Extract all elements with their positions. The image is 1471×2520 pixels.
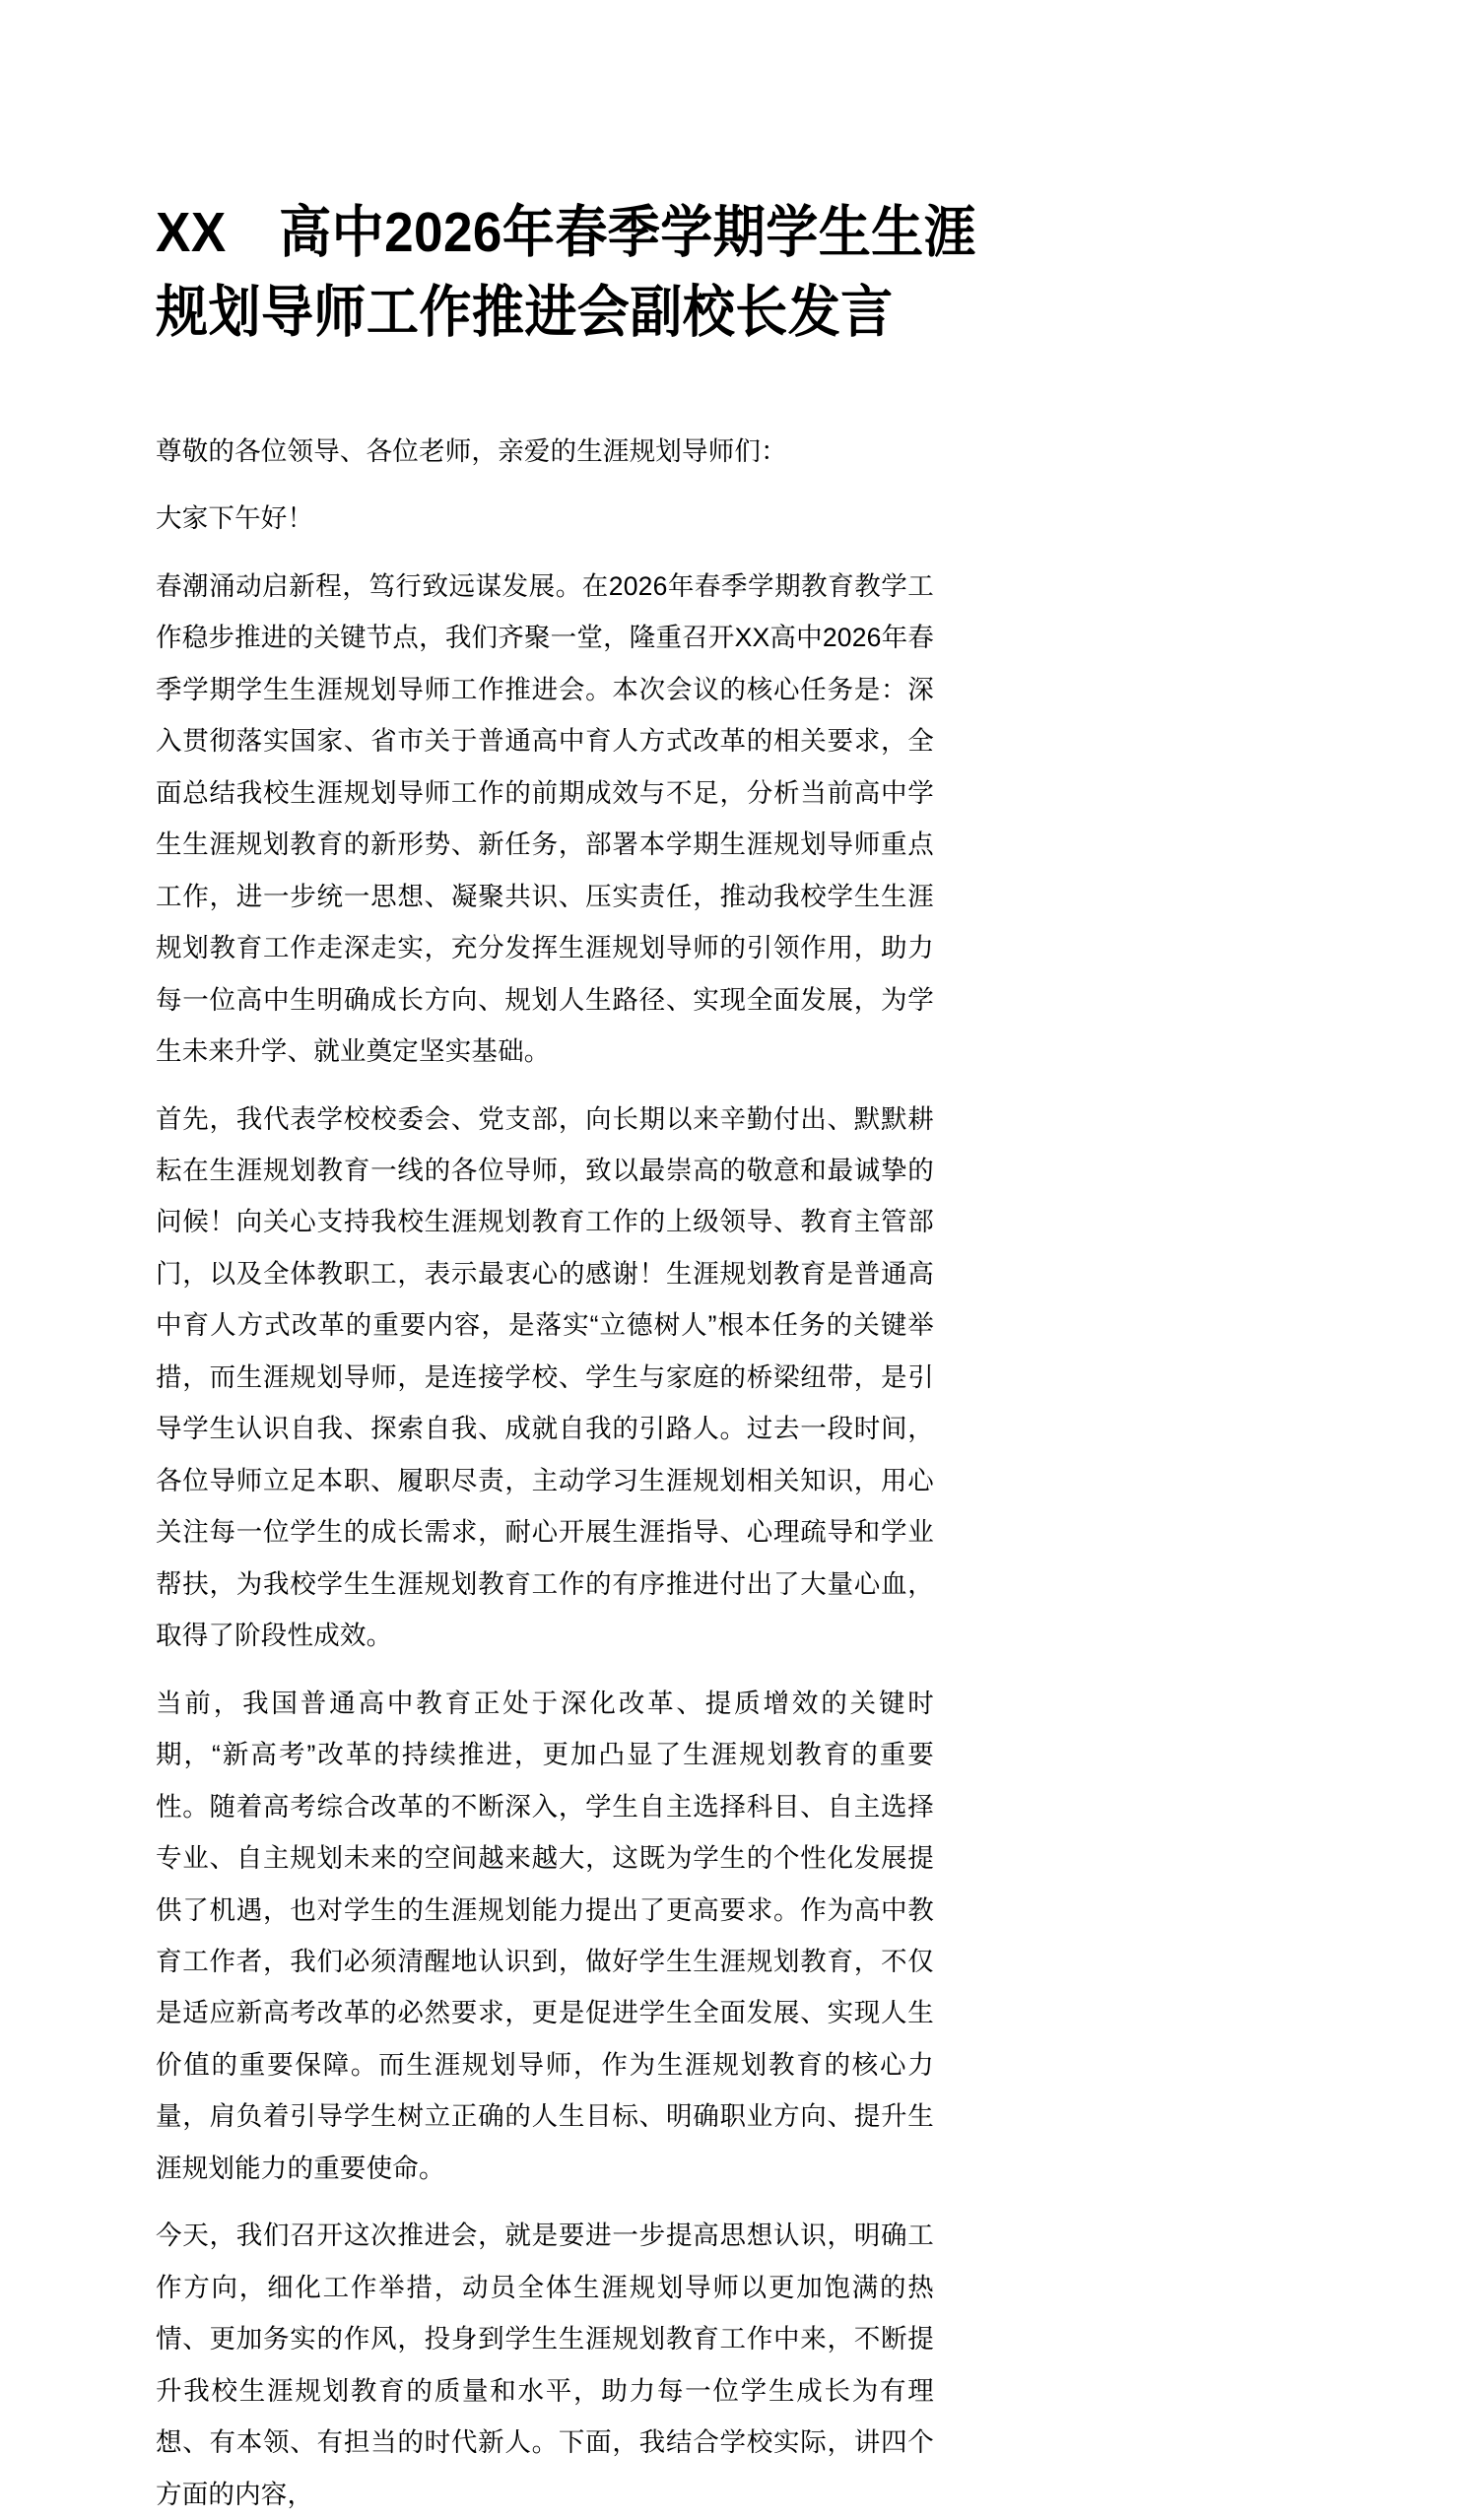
body-paragraph-3: 当前，我国普通高中教育正处于深化改革、提质增效的关键时期，“新高考”改革的持续推进，更加凸显了生涯规划教育的重要性。随着高考综合改革的不断深入，学生自主选择科目、自主选择专业、自主规划未来的空间越来越大，这既为学生的个性化发展提供了机遇，也对学生的生涯规划能力提出了更高要求。作为高中教育工作者，我们必须清醒地认识到，做好学生生涯规划教育，不仅是适应新高考改革的必然要求，更是促进学生全面发展、实现人生价值的重要保障。而生涯规划导师，作为生涯规划教育的核心力量，肩负着引导学生树立正确的人生目标、明确职业方向、提升生涯规划能力的重要使命。 [156,1688,934,2183]
body-paragraph-4: 今天，我们召开这次推进会，就是要进一步提高思想认识，明确工作方向，细化工作举措，动员全体生涯规划导师以更加饱满的热情、更加务实的作风，投身到学生生涯规划教育工作中来，不断提升我校生涯规划教育的质量和水平，助力每一位学生成长为有理想、有本领、有担当的时代新人。下面，我结合学校实际，讲四个方面的内容， [156,2221,934,2509]
document-content [156,0,1230,2520]
body-paragraph-2: 首先，我代表学校校委会、党支部，向长期以来辛勤付出、默默耕耘在生涯规划教育一线的各位导师，致以最崇高的敬意和最诚挚的问候！向关心支持我校生涯规划教育工作的上级领导、教育主管部门，以及全体教职工，表示最衷心的感谢！生涯规划教育是普通高中育人方式改革的重要内容，是落实“立德树人”根本任务的关键举措，而生涯规划导师，是连接学校、学生与家庭的桥梁纽带，是引导学生认识自我、探索自我、成就自我的引路人。过去一段时间，各位导师立足本职、履职尽责，主动学习生涯规划相关知识，用心关注每一位学生的成长需求，耐心开展生涯指导、心理疏导和学业帮扶，为我校学生生涯规划教育工作的有序推进付出了大量心血，取得了阶段性成效。 [156,1103,934,1651]
salutation-line: 尊敬的各位领导、各位老师，亲爱的生涯规划导师们： [156,435,787,466]
body-paragraph-1: 春潮涌动启新程，笃行致远谋发展。在2026年春季学期教育教学工作稳步推进的关键节点，我们齐聚一堂，隆重召开XX高中2026年春季学期学生生涯规划导师工作推进会。本次会议的核心任务是：深入贯彻落实国家、省市关于普通高中育人方式改革的相关要求，全面总结我校生涯规划导师工作的前期成效与不足，分析当前高中学生生涯规划教育的新形势、新任务，部署本学期生涯规划导师重点工作，进一步统一思想、凝聚共识、压实责任，推动我校学生生涯规划教育工作走深走实，充分发挥生涯规划导师的引领作用，助力每一位高中生明确成长方向、规划人生路径、实现全面发展，为学生未来升学、就业奠定坚实基础。 [156,570,934,1067]
page-title-line-2: 规划导师工作推进会副校长发言 [156,280,894,344]
page-title [156,0,1228,353]
page-title-line-1: XX 高中2026年春季学期学生生涯 [156,201,977,264]
greeting-line: 大家下午好！ [156,503,314,534]
